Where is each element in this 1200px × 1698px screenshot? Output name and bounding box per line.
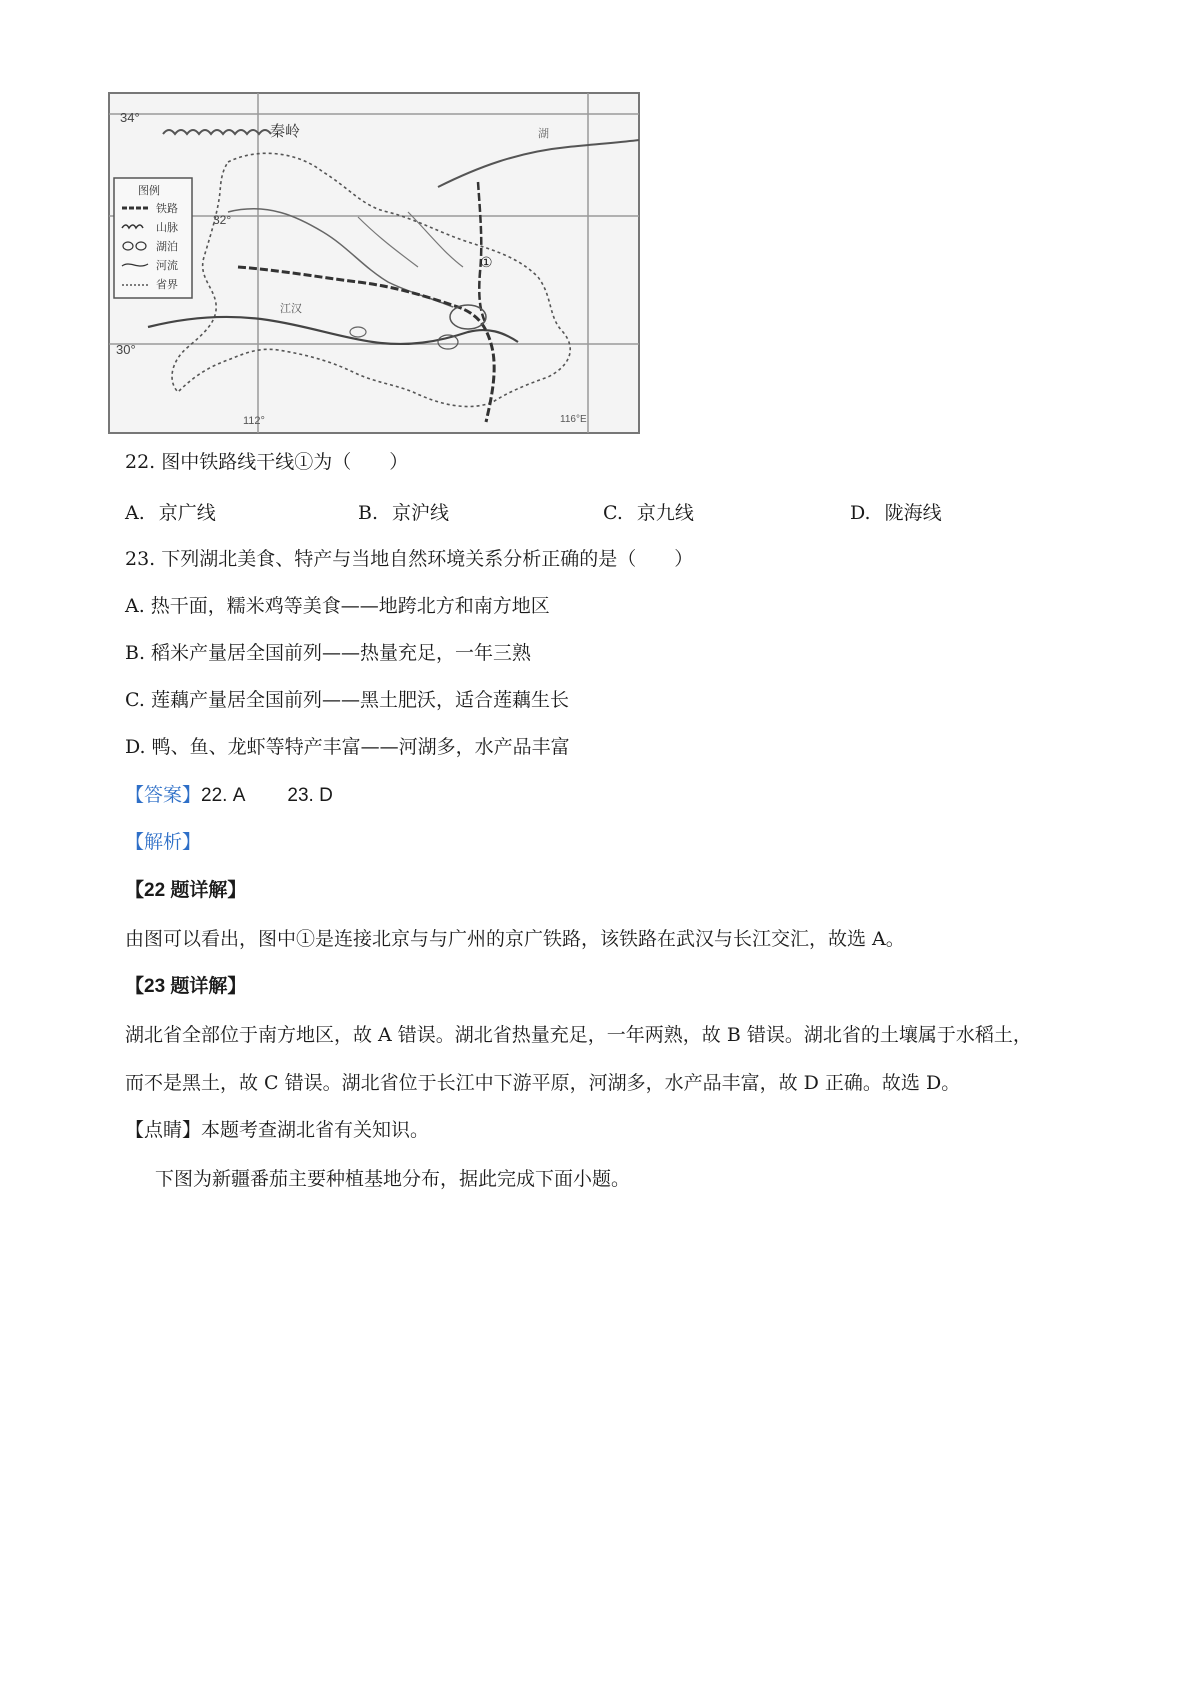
q22-option-b[interactable] [358,498,449,525]
q22-option-c[interactable] [603,498,694,525]
answer-label: 【答案】 [125,785,202,806]
lon-116-label: 116°E [560,414,587,425]
q22-options [125,498,1025,526]
q22-detail-text: 由图可以看出，图中①是连接北京与与广州的京广铁路，该铁路在武汉与长江交汇，故选 A。 [125,928,905,950]
q23-option-a[interactable]: A. 热干面，糯米鸡等美食——地跨北方和南方地区 [125,595,550,617]
option-letter: B. [358,502,379,524]
q23-detail-heading: 【23 题详解】 [125,976,247,997]
lat-32-label: 32° [213,213,232,227]
legend-mountain: 山脉 [156,221,178,234]
answer-23: 23. D [287,785,333,806]
option-text: 京沪线 [392,502,450,524]
q23-stem: 23. 下列湖北美食、特产与当地自然环境关系分析正确的是（ ） [125,548,694,570]
next-question-intro: 下图为新疆番茄主要种植基地分布，据此完成下面小题。 [155,1168,631,1190]
legend-lake: 湖泊 [156,240,178,253]
q22-option-a[interactable] [125,498,216,525]
svg-text:湖: 湖 [538,127,549,140]
map-graphic [108,92,640,434]
answer-line [125,781,333,810]
lat-30-label: 30° [116,342,136,357]
legend-railway: 铁路 [156,202,178,215]
option-letter: C. [603,502,623,524]
legend-title: 图例 [138,184,160,197]
comment-line: 【点睛】本题考查湖北省有关知识。 [125,1120,430,1141]
q23-option-d[interactable]: D. 鸭、鱼、龙虾等特产丰富——河湖多，水产品丰富 [125,736,570,758]
option-text: 京九线 [636,502,694,524]
qinling-label: 秦岭 [270,122,301,140]
q23-detail-text-2: 而不是黑土，故 C 错误。湖北省位于长江中下游平原，河湖多，水产品丰富，故 D 正确。故选 D。 [125,1072,961,1094]
q22-option-d[interactable] [850,498,942,525]
lon-112-label: 112° [243,415,265,427]
svg-text:江汉: 江汉 [280,302,302,315]
lat-34-label: 34° [120,110,140,125]
hubei-map-figure [108,92,640,434]
q23-detail-text-1: 湖北省全部位于南方地区，故 A 错误。湖北省热量充足，一年两熟，故 B 错误。湖北省的土壤属于水稻土， [125,1024,1032,1046]
q23-option-c[interactable]: C. 莲藕产量居全国前列——黑土肥沃，适合莲藕生长 [125,689,569,711]
legend-boundary: 省界 [156,278,178,291]
answer-22: 22. A [201,785,246,806]
option-text: 陇海线 [884,502,942,524]
option-letter: A. [125,502,145,524]
analysis-label: 【解析】 [125,832,202,853]
option-text: 京广线 [158,502,216,524]
option-letter: D. [850,502,871,524]
q22-detail-heading: 【22 题详解】 [125,880,247,901]
railway-marker-1: ① [480,255,493,271]
q22-stem: 22. 图中铁路线干线①为（ ） [125,451,409,473]
q23-option-b[interactable]: B. 稻米产量居全国前列——热量充足，一年三熟 [125,642,532,664]
legend-river: 河流 [156,259,178,272]
